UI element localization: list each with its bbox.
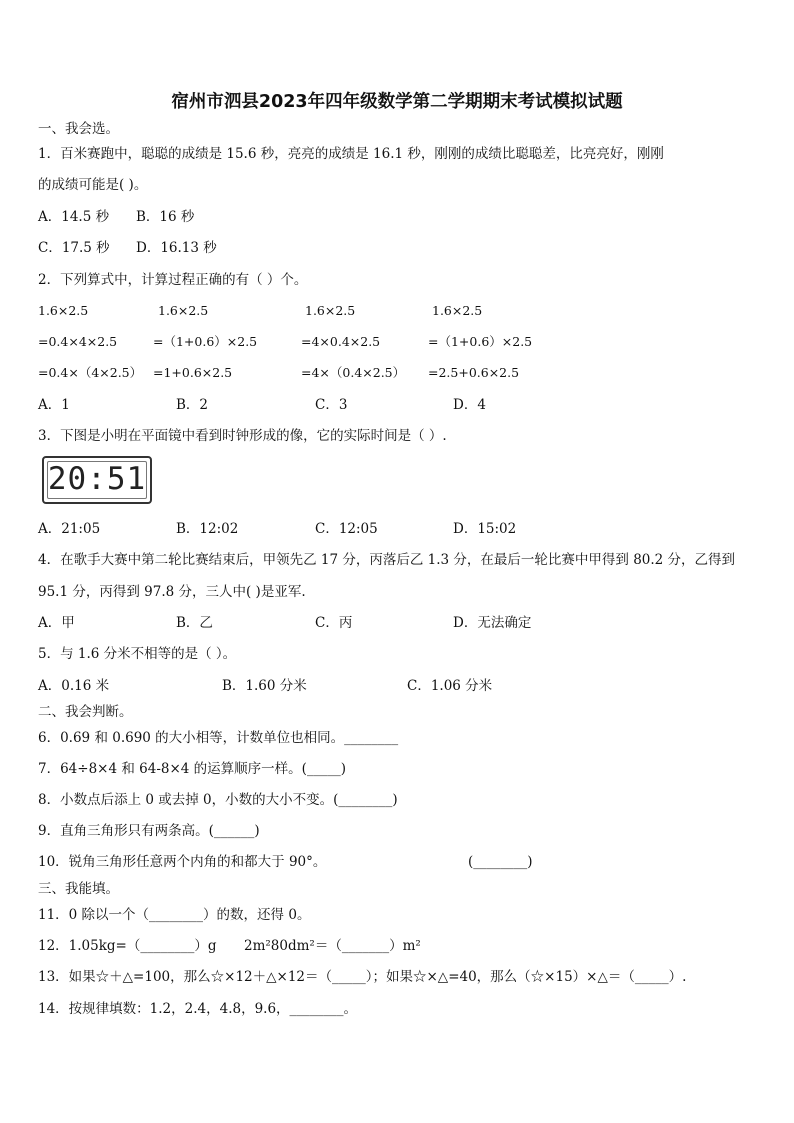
question-5-option-a: A．0.16 米 [38,678,110,694]
question-1-option-d: D．16.13 秒 [136,240,217,256]
question-10-answer-blank: (________) [468,854,533,870]
question-14: 14．按规律填数：1.2，2.4，4.8，9.6，________。 [38,1001,358,1017]
question-1-option-b: B．16 秒 [136,209,195,225]
question-12-part-2: 2m²80dm²＝（_______）m² [244,938,421,954]
question-4-option-b: B．乙 [176,615,213,631]
q2-expression-2-line-3: =1+0.6×2.5 [153,365,233,380]
question-2-stem: 2．下列算式中，计算过程正确的有（ ）个。 [38,272,308,288]
question-7: 7．64÷8×4 和 64-8×4 的运算顺序一样。(_____) [38,761,346,777]
question-1-stem-line-1: 1．百米赛跑中，聪聪的成绩是 15.6 秒，亮亮的成绩是 16.1 秒，刚刚的成绩比聪聪差，比亮亮好，刚刚 [38,146,664,162]
question-13: 13．如果☆＋△=100，那么☆×12＋△×12＝（_____）；如果☆×△=40，那么（☆×15）×△＝（_____）. [38,969,687,985]
question-2-option-c: C．3 [315,397,348,413]
question-5-stem: 5．与 1.6 分米不相等的是（ ）。 [38,646,237,662]
section-heading-fill: 三、我能填。 [38,881,119,897]
question-3-option-d: D．15:02 [453,521,517,537]
q2-expression-4-line-3: =2.5+0.6×2.5 [428,365,520,380]
q2-expression-3-line-1: 1.6×2.5 [305,303,356,318]
question-3-option-c: C．12:05 [315,521,378,537]
question-2-option-d: D．4 [453,397,486,413]
question-1-option-a: A．14.5 秒 [38,209,110,225]
q2-expression-2-line-1: 1.6×2.5 [158,303,209,318]
question-4-option-d: D．无法确定 [453,615,532,631]
question-2-option-b: B．2 [176,397,209,413]
question-3-option-a: A．21:05 [38,521,101,537]
question-1-stem-line-2: 的成绩可能是( )。 [38,177,148,193]
question-4-stem-line-1: 4．在歌手大赛中第二轮比赛结束后，甲领先乙 17 分，丙落后乙 1.3 分，在最后一轮比赛中甲得到 80.2 分，乙得到 [38,552,736,568]
question-4-stem-line-2: 95.1 分，丙得到 97.8 分，三人中( )是亚军. [38,584,306,600]
section-heading-judge: 二、我会判断。 [38,704,133,720]
q2-expression-3-line-3: =4×（0.4×2.5） [301,365,406,380]
question-9: 9．直角三角形只有两条高。(______) [38,823,260,839]
question-5-option-b: B．1.60 分米 [222,678,307,694]
question-3-stem: 3．下图是小明在平面镜中看到时钟形成的像，它的实际时间是（ ）. [38,428,447,444]
q2-expression-3-line-2: =4×0.4×2.5 [301,334,381,349]
question-5-option-c: C．1.06 分米 [407,678,493,694]
question-4-option-c: C．丙 [315,615,353,631]
question-1-option-c: C．17.5 秒 [38,240,110,256]
question-6: 6．0.69 和 0.690 的大小相等，计数单位也相同。________ [38,730,399,746]
q2-expression-1-line-1: 1.6×2.5 [38,303,89,318]
question-3-option-b: B．12:02 [176,521,239,537]
question-4-option-a: A．甲 [38,615,75,631]
question-10-stem: 10．锐角三角形任意两个内角的和都大于 90°。 [38,854,327,870]
q2-expression-1-line-2: =0.4×4×2.5 [38,334,118,349]
question-8: 8．小数点后添上 0 或去掉 0，小数的大小不变。(________) [38,792,398,808]
question-11: 11．0 除以一个（________）的数，还得 0。 [38,907,311,923]
clock-display: 20:51 [47,461,147,497]
question-2-option-a: A．1 [38,397,70,413]
page-title: 宿州市泗县2023年四年级数学第二学期期末考试模拟试题 [171,92,623,112]
q2-expression-2-line-2: =（1+0.6）×2.5 [153,334,258,349]
q2-expression-4-line-2: =（1+0.6）×2.5 [428,334,533,349]
section-heading-choice: 一、我会选。 [38,121,119,137]
question-12-part-1: 12．1.05kg=（________）g [38,938,217,954]
digital-clock-image [42,456,152,504]
q2-expression-4-line-1: 1.6×2.5 [432,303,483,318]
q2-expression-1-line-3: =0.4×（4×2.5） [38,365,143,380]
